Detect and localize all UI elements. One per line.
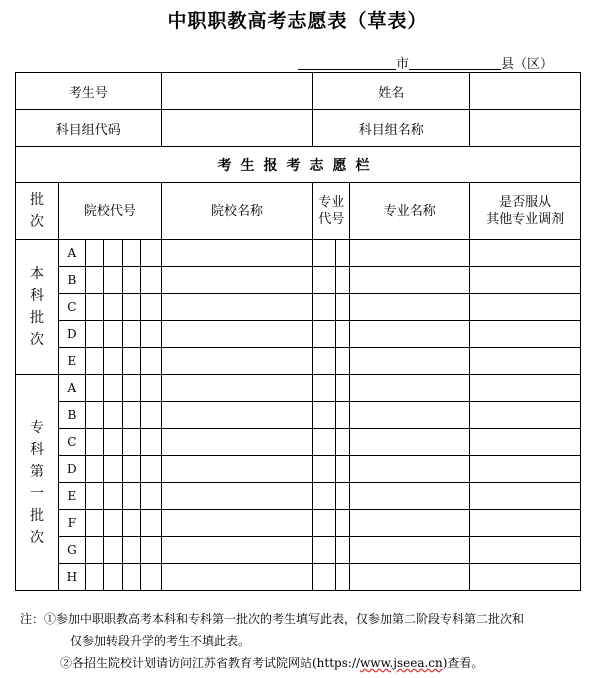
school-code-digit-cell[interactable] xyxy=(85,510,103,537)
school-code-digit-cell[interactable] xyxy=(85,483,103,510)
major-code-digit-cell[interactable] xyxy=(313,564,336,591)
school-name-cell[interactable] xyxy=(161,564,313,591)
obey-adjust-cell[interactable] xyxy=(470,483,581,510)
exam-no-input[interactable] xyxy=(161,73,313,110)
choice-letter: D xyxy=(59,321,86,348)
school-code-digit-cell[interactable] xyxy=(104,240,122,267)
major-name-cell[interactable] xyxy=(350,240,470,267)
choice-row xyxy=(16,564,581,591)
choice-letter: E xyxy=(59,348,86,375)
choice-letter: A xyxy=(59,240,86,267)
major-code-digit-cell[interactable] xyxy=(313,321,336,348)
school-code-digit-cell[interactable] xyxy=(141,348,162,375)
school-name-cell[interactable] xyxy=(161,402,313,429)
major-code-header: 专业代号 xyxy=(313,183,350,240)
major-name-cell[interactable] xyxy=(350,483,470,510)
choice-row xyxy=(16,267,581,294)
choice-row xyxy=(16,321,581,348)
choice-row xyxy=(16,348,581,375)
school-name-cell[interactable] xyxy=(161,375,313,402)
obey-adjust-cell[interactable] xyxy=(470,564,581,591)
obey-adjust-cell[interactable] xyxy=(470,456,581,483)
school-code-digit-cell[interactable] xyxy=(104,267,122,294)
school-code-digit-cell[interactable] xyxy=(141,429,162,456)
obey-adjust-cell[interactable] xyxy=(470,375,581,402)
major-name-cell[interactable] xyxy=(350,429,470,456)
school-name-cell[interactable] xyxy=(161,240,313,267)
school-code-digit-cell[interactable] xyxy=(104,429,122,456)
school-name-cell[interactable] xyxy=(161,456,313,483)
major-code-digit-cell[interactable] xyxy=(313,456,336,483)
choice-letter: F xyxy=(59,510,86,537)
subject-group-name-input[interactable] xyxy=(470,110,581,147)
school-code-digit-cell[interactable] xyxy=(85,429,103,456)
major-code-digit-cell[interactable] xyxy=(313,429,336,456)
major-name-cell[interactable] xyxy=(350,402,470,429)
name-label: 姓名 xyxy=(313,73,470,110)
school-code-digit-cell[interactable] xyxy=(141,267,162,294)
school-name-cell[interactable] xyxy=(161,267,313,294)
major-name-header: 专业名称 xyxy=(350,183,470,240)
major-code-digit-cell[interactable] xyxy=(335,429,349,456)
school-code-digit-cell[interactable] xyxy=(122,267,140,294)
major-name-cell[interactable] xyxy=(350,456,470,483)
major-code-digit-cell[interactable] xyxy=(335,348,349,375)
obey-adjust-cell[interactable] xyxy=(470,321,581,348)
school-code-digit-cell[interactable] xyxy=(122,483,140,510)
school-code-digit-cell[interactable] xyxy=(104,294,122,321)
note-1: 注：①参加中职职教高考本科和专科第一批次的考生填写此表，仅参加第二阶段专科第二批次和 xyxy=(20,612,525,626)
obey-adjust-cell[interactable] xyxy=(470,510,581,537)
school-code-digit-cell[interactable] xyxy=(141,375,162,402)
school-code-digit-cell[interactable] xyxy=(85,402,103,429)
major-code-digit-cell[interactable] xyxy=(313,267,336,294)
major-code-digit-cell[interactable] xyxy=(335,240,349,267)
major-code-digit-cell[interactable] xyxy=(313,402,336,429)
obey-adjust-cell[interactable] xyxy=(470,240,581,267)
form-title: 中职职教高考志愿表（草表） xyxy=(167,10,428,32)
city-label: 市 xyxy=(396,57,410,72)
school-code-digit-cell[interactable] xyxy=(122,402,140,429)
major-code-digit-cell[interactable] xyxy=(335,510,349,537)
school-code-digit-cell[interactable] xyxy=(122,375,140,402)
exam-no-label: 考生号 xyxy=(16,73,162,110)
major-code-digit-cell[interactable] xyxy=(313,375,336,402)
subject-group-name-label: 科目组名称 xyxy=(313,110,470,147)
major-name-cell[interactable] xyxy=(350,564,470,591)
choice-row xyxy=(16,456,581,483)
choice-letter: C xyxy=(59,294,86,321)
school-code-digit-cell[interactable] xyxy=(122,348,140,375)
school-name-cell[interactable] xyxy=(161,321,313,348)
application-form-table xyxy=(15,72,581,591)
region-fill-line xyxy=(298,53,553,72)
school-name-cell[interactable] xyxy=(161,429,313,456)
choice-row xyxy=(16,375,581,402)
school-code-digit-cell[interactable] xyxy=(85,348,103,375)
major-name-cell[interactable] xyxy=(350,348,470,375)
school-code-digit-cell[interactable] xyxy=(104,348,122,375)
school-code-digit-cell[interactable] xyxy=(104,483,122,510)
school-code-digit-cell[interactable] xyxy=(104,456,122,483)
choice-letter: C xyxy=(59,429,86,456)
note-1-continued: 仅参加转段升学的考生不填此表。 xyxy=(70,634,251,648)
major-code-digit-cell[interactable] xyxy=(335,294,349,321)
major-code-digit-cell[interactable] xyxy=(313,510,336,537)
city-blank[interactable] xyxy=(298,57,396,70)
choice-letter: E xyxy=(59,483,86,510)
school-name-cell[interactable] xyxy=(161,348,313,375)
subject-group-code-input[interactable] xyxy=(161,110,313,147)
choice-row xyxy=(16,294,581,321)
website-link[interactable]: www.jseea.cn xyxy=(360,656,443,670)
school-code-digit-cell[interactable] xyxy=(85,456,103,483)
choice-letter: B xyxy=(59,402,86,429)
major-name-cell[interactable] xyxy=(350,375,470,402)
school-code-digit-cell[interactable] xyxy=(85,375,103,402)
choice-row xyxy=(16,240,581,267)
school-code-digit-cell[interactable] xyxy=(122,429,140,456)
school-name-header: 院校名称 xyxy=(161,183,313,240)
choice-row xyxy=(16,402,581,429)
choice-row xyxy=(16,483,581,510)
batch-label: 专科第一批次 xyxy=(16,375,59,591)
school-code-digit-cell[interactable] xyxy=(141,402,162,429)
school-code-digit-cell[interactable] xyxy=(141,510,162,537)
obey-adjust-cell[interactable] xyxy=(470,267,581,294)
major-code-digit-cell[interactable] xyxy=(313,537,336,564)
school-name-cell[interactable] xyxy=(161,483,313,510)
school-code-digit-cell[interactable] xyxy=(104,375,122,402)
school-code-digit-cell[interactable] xyxy=(141,537,162,564)
choice-row xyxy=(16,510,581,537)
choice-row xyxy=(16,429,581,456)
school-code-digit-cell[interactable] xyxy=(85,240,103,267)
section-title: 考生报考志愿栏 xyxy=(16,147,581,183)
major-name-cell[interactable] xyxy=(350,321,470,348)
school-code-digit-cell[interactable] xyxy=(122,564,140,591)
major-code-digit-cell[interactable] xyxy=(335,402,349,429)
school-code-digit-cell[interactable] xyxy=(104,537,122,564)
school-code-digit-cell[interactable] xyxy=(104,321,122,348)
major-name-cell[interactable] xyxy=(350,537,470,564)
county-label: 县（区） xyxy=(501,57,554,72)
obey-adjust-cell[interactable] xyxy=(470,348,581,375)
choice-letter: B xyxy=(59,267,86,294)
school-code-digit-cell[interactable] xyxy=(104,402,122,429)
major-code-digit-cell[interactable] xyxy=(313,348,336,375)
school-code-digit-cell[interactable] xyxy=(104,564,122,591)
school-code-digit-cell[interactable] xyxy=(104,510,122,537)
school-name-cell[interactable] xyxy=(161,294,313,321)
note-2: ②各招生院校计划请访问江苏省教育考试院网站(https://www.jseea.cn)查看。 xyxy=(60,656,484,670)
school-code-digit-cell[interactable] xyxy=(122,510,140,537)
choice-letter: A xyxy=(59,375,86,402)
major-code-digit-cell[interactable] xyxy=(313,294,336,321)
major-code-digit-cell[interactable] xyxy=(335,375,349,402)
name-input[interactable] xyxy=(470,73,581,110)
major-code-digit-cell[interactable] xyxy=(335,564,349,591)
school-name-cell[interactable] xyxy=(161,537,313,564)
school-code-digit-cell[interactable] xyxy=(85,537,103,564)
major-code-digit-cell[interactable] xyxy=(335,321,349,348)
school-code-digit-cell[interactable] xyxy=(122,456,140,483)
major-code-digit-cell[interactable] xyxy=(335,456,349,483)
choice-letter: H xyxy=(59,564,86,591)
school-code-digit-cell[interactable] xyxy=(141,456,162,483)
subject-group-code-label: 科目组代码 xyxy=(16,110,162,147)
school-code-digit-cell[interactable] xyxy=(141,240,162,267)
school-code-digit-cell[interactable] xyxy=(122,294,140,321)
school-code-digit-cell[interactable] xyxy=(85,564,103,591)
obey-adjust-header: 是否服从 其他专业调剂 xyxy=(470,183,581,240)
school-code-digit-cell[interactable] xyxy=(141,564,162,591)
obey-adjust-cell[interactable] xyxy=(470,537,581,564)
school-code-digit-cell[interactable] xyxy=(85,321,103,348)
county-blank[interactable] xyxy=(409,57,501,70)
school-code-digit-cell[interactable] xyxy=(122,240,140,267)
major-code-digit-cell[interactable] xyxy=(335,267,349,294)
major-code-digit-cell[interactable] xyxy=(313,240,336,267)
choice-row xyxy=(16,537,581,564)
batch-label: 本科批次 xyxy=(16,240,59,375)
notes xyxy=(20,608,590,674)
obey-adjust-cell[interactable] xyxy=(470,429,581,456)
school-code-header: 院校代号 xyxy=(59,183,162,240)
school-code-digit-cell[interactable] xyxy=(141,483,162,510)
batch-header: 批次 xyxy=(16,183,59,240)
obey-adjust-cell[interactable] xyxy=(470,402,581,429)
school-code-digit-cell[interactable] xyxy=(141,321,162,348)
choice-letter: D xyxy=(59,456,86,483)
major-name-cell[interactable] xyxy=(350,294,470,321)
choice-letter: G xyxy=(59,537,86,564)
school-name-cell[interactable] xyxy=(161,510,313,537)
school-code-digit-cell[interactable] xyxy=(122,321,140,348)
school-code-digit-cell[interactable] xyxy=(85,294,103,321)
major-code-digit-cell[interactable] xyxy=(335,537,349,564)
major-code-digit-cell[interactable] xyxy=(335,483,349,510)
major-code-digit-cell[interactable] xyxy=(313,483,336,510)
major-name-cell[interactable] xyxy=(350,510,470,537)
school-code-digit-cell[interactable] xyxy=(141,294,162,321)
school-code-digit-cell[interactable] xyxy=(85,267,103,294)
major-name-cell[interactable] xyxy=(350,267,470,294)
obey-adjust-cell[interactable] xyxy=(470,294,581,321)
school-code-digit-cell[interactable] xyxy=(122,537,140,564)
